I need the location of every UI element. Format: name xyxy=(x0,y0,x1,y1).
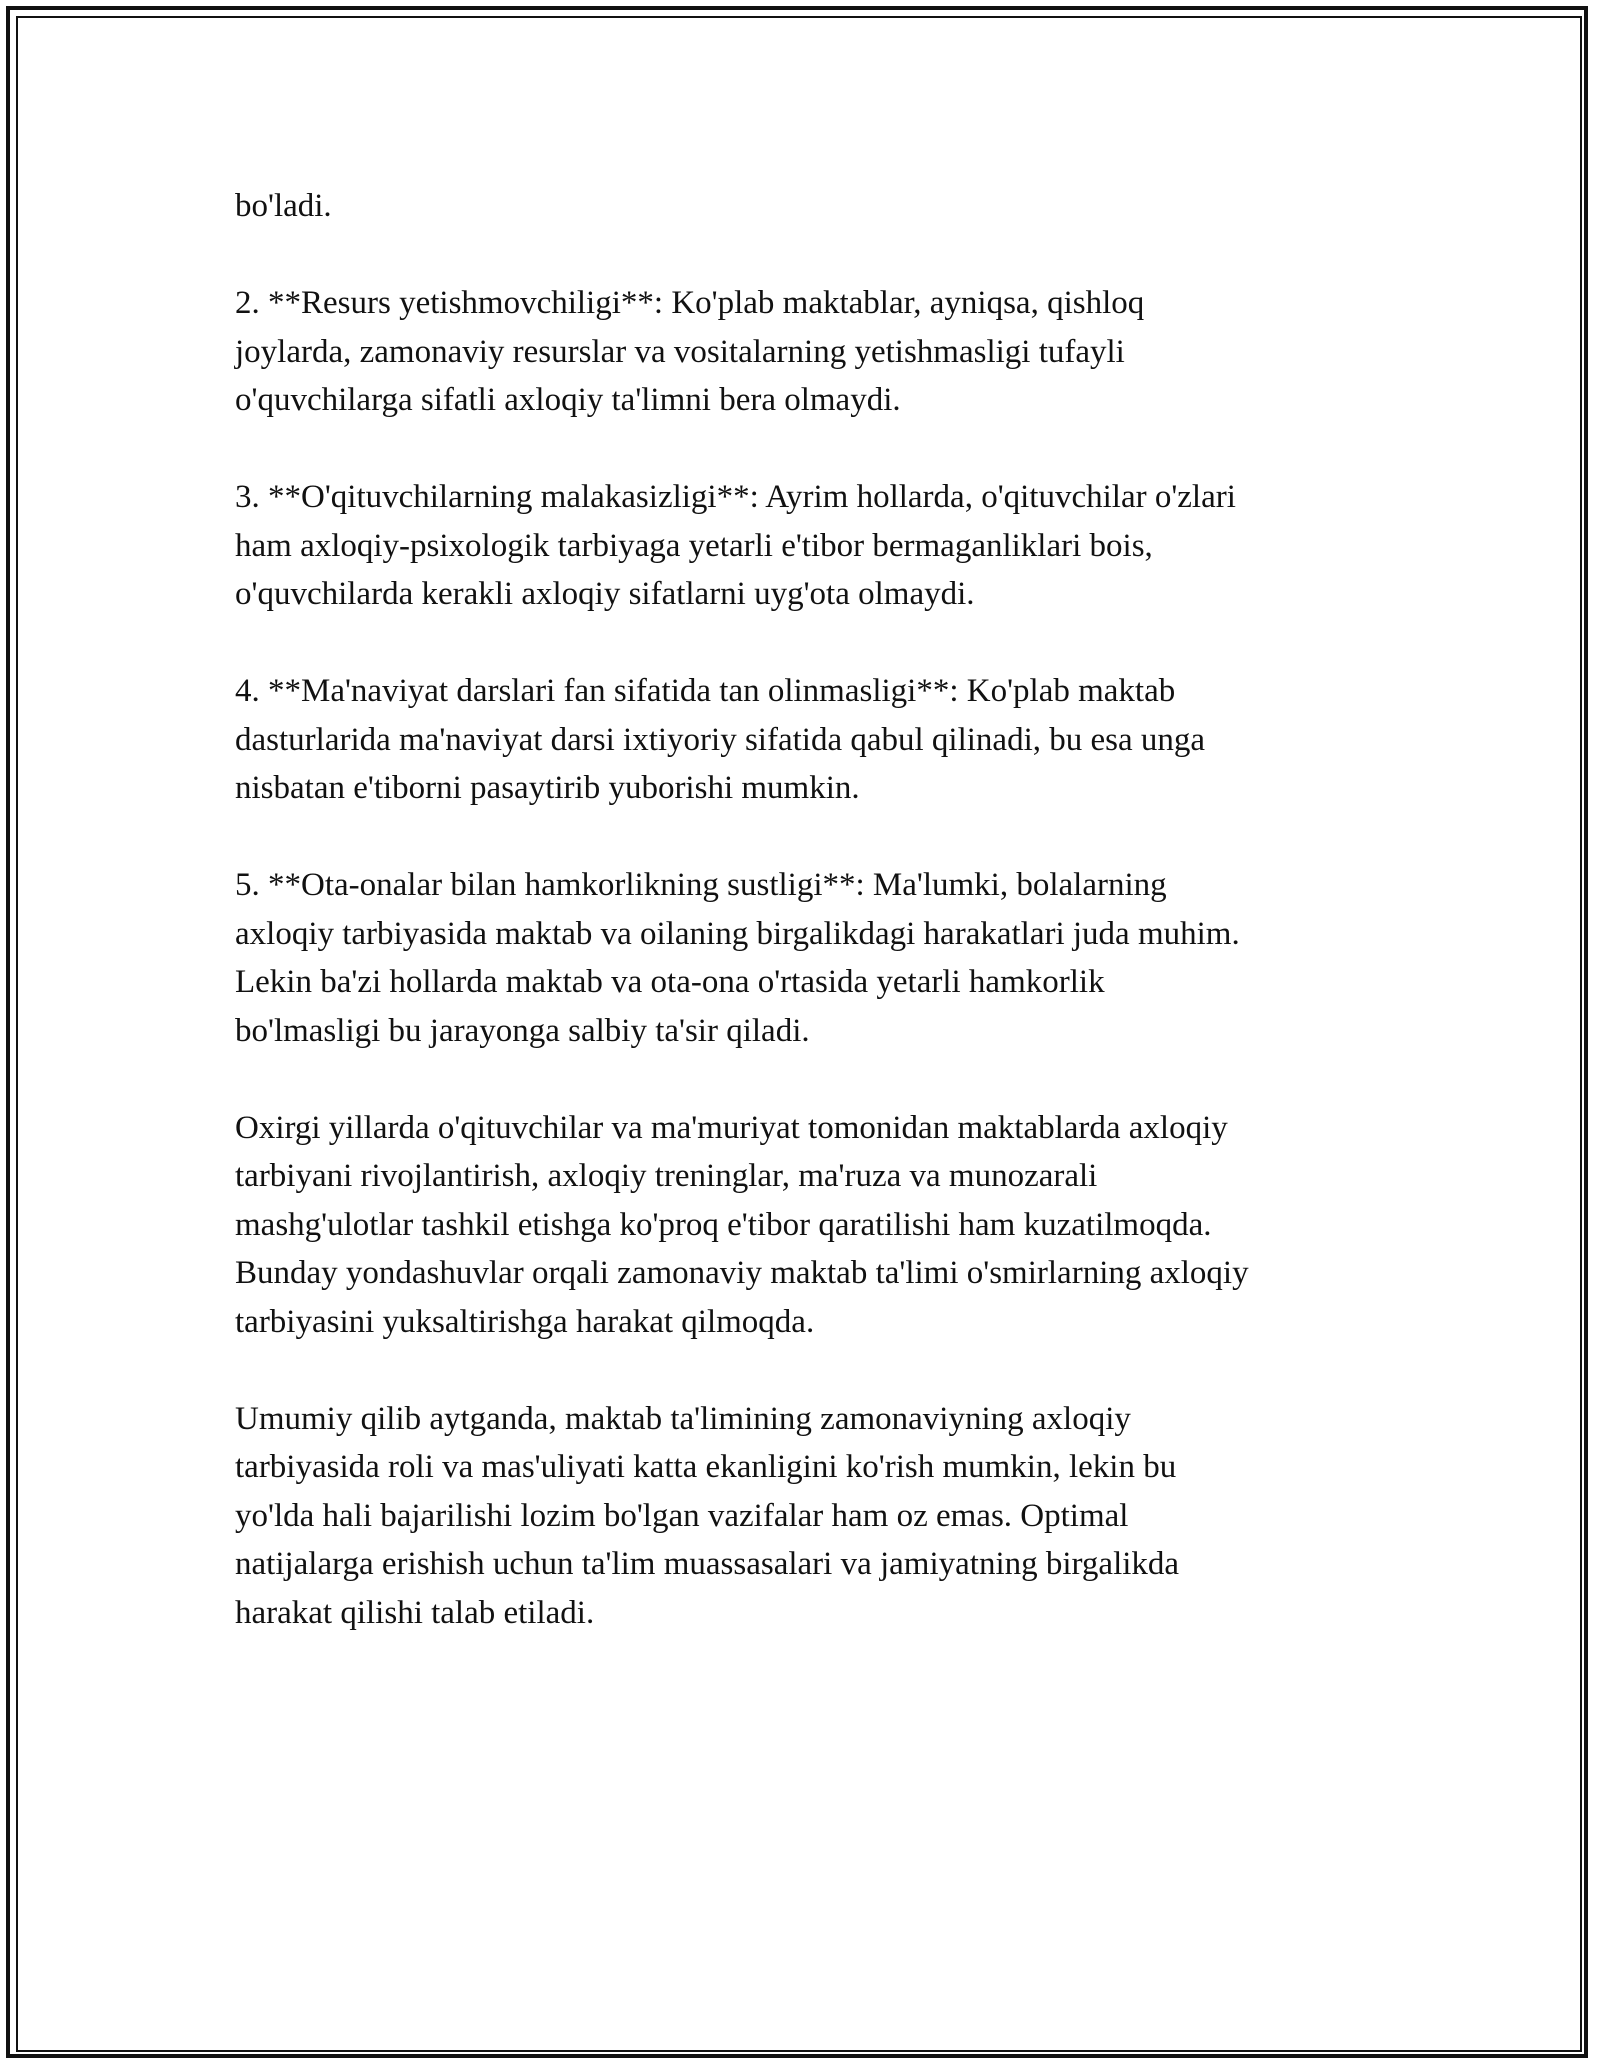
document-body xyxy=(235,182,1385,1686)
paragraph-continuation: bo'ladi. xyxy=(235,188,332,224)
paragraph-conclusion: Umumiy qilib aytganda, maktab ta'limining zamonaviyning axloqiy tarbiyasida roli va mas'uliyati katta ekanligini ko'rish mumkin, lekin bu yo'lda hali bajarilishi lozim bo'lgan vazifalar ham oz emas. Optimal natijalarga erishish uchun ta'lim muassasalari va jamiyatning birgalikda harakat qilishi talab etiladi. xyxy=(235,1400,1180,1631)
list-item-resurs: 2. **Resurs yetishmovchiligi**: Ko'plab maktablar, ayniqsa, qishloq joylarda, zamonaviy resurslar va vositalarning yetishmasligi tufayli o'quvchilarga sifatli axloqiy ta'limni bera olmaydi. xyxy=(235,285,1145,418)
list-item-ota-onalar: 5. **Ota-onalar bilan hamkorlikning sustligi**: Ma'lumki, bolalarning axloqiy tarbiyasida maktab va oilaning birgalikdagi harakatlari juda muhim. Lekin ba'zi hollarda maktab va ota-ona o'rtasida yetarli hamkorlik bo'lmasligi bu jarayonga salbiy ta'sir qiladi. xyxy=(235,867,1240,1049)
paragraph-oxirgi-yillarda: Oxirgi yillarda o'qituvchilar va ma'muriyat tomonidan maktablarda axloqiy tarbiyani rivojlantirish, axloqiy treninglar, ma'ruza va munozarali mashg'ulotlar tashkil etishga ko'proq e'tibor qaratilishi ham kuzatilmoqda. Bunday yondashuvlar orqali zamonaviy maktab ta'limi o'smirlarning axloqiy tarbiyasini yuksaltirishga harakat qilmoqda. xyxy=(235,1109,1249,1340)
list-item-oqituvchilar: 3. **O'qituvchilarning malakasizligi**: Ayrim hollarda, o'qituvchilar o'zlari ham axloqiy-psixologik tarbiyaga yetarli e'tibor bermaganliklari bois, o'quvchilarda kerakli axloqiy sifatlarni uyg'ota olmaydi. xyxy=(235,479,1236,612)
list-item-manaviyat: 4. **Ma'naviyat darslari fan sifatida tan olinmasligi**: Ko'plab maktab dasturlarida ma'naviyat darsi ixtiyoriy sifatida qabul qilinadi, bu esa unga nisbatan e'tiborni pasaytirib yuborishi mumkin. xyxy=(235,673,1206,806)
